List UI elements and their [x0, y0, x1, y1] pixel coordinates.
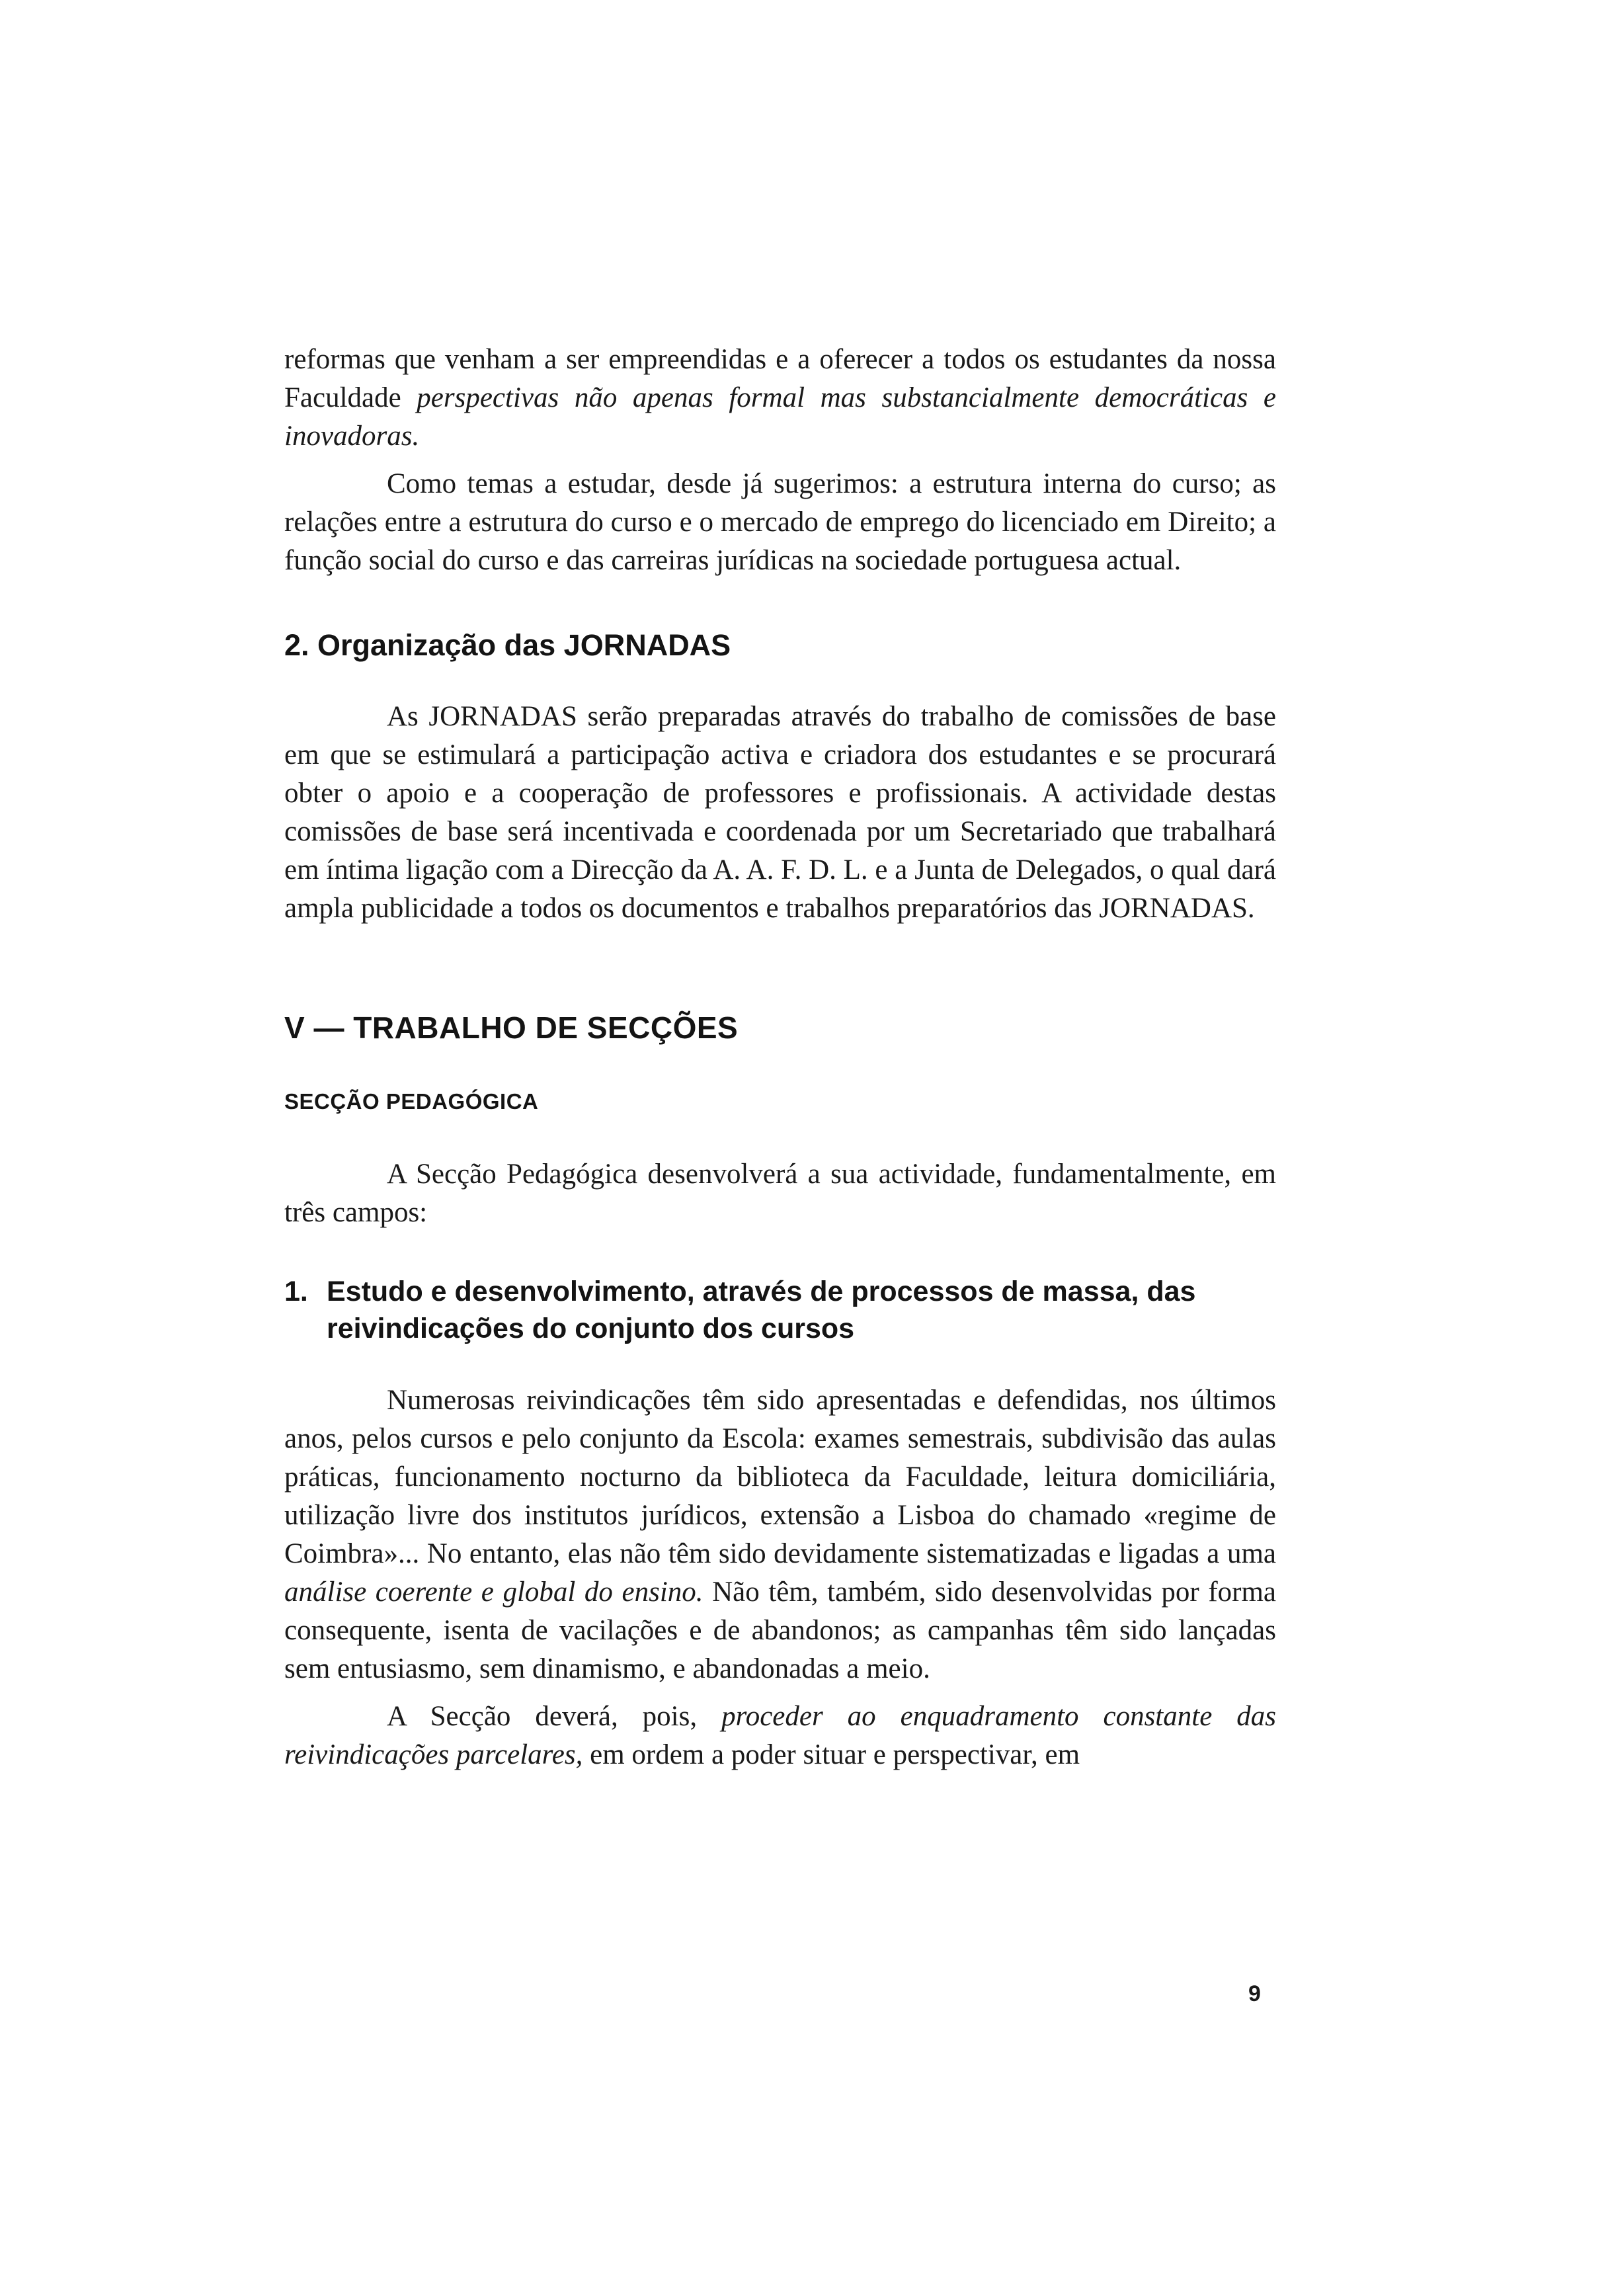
page-number: 9 — [1248, 1981, 1261, 2006]
paragraph-enquadramento — [284, 1698, 1276, 1774]
paragraph-seccao-pedagogica: A Secção Pedagógica desenvolverá a sua actividade, fundamentalmente, em três campos: — [284, 1159, 1276, 1228]
document-page — [284, 341, 1276, 1774]
paragraph-reivindicacoes — [284, 1381, 1276, 1688]
heading-seccao-pedagogica: SECÇÃO PEDAGÓGICA — [284, 1089, 539, 1114]
paragraph-temas: Como temas a estudar, desde já sugerimos: a estrutura interna do curso; as relações entre a estrutura do curso e o mercado de emprego do licenciado em Direito; a função social do curso e das carreiras jurídicas na sociedade portuguesa actual. — [284, 468, 1276, 576]
heading-estudo-desenvolvimento — [284, 1273, 1276, 1347]
heading-organizacao-jornadas: 2. Organização das JORNADAS — [284, 628, 731, 662]
heading-number: 1. — [284, 1276, 308, 1307]
paragraph-italic: perspectivas não apenas formal mas substancialmente democráticas e inovadoras. — [284, 382, 1276, 452]
paragraph-italic: análise coerente e global do ensino. — [284, 1577, 704, 1608]
paragraph-text-continued: Não têm, também, sido desenvolvidas por forma consequente, isenta de vacilações e de abandonos; as campanhas têm sido lançadas sem entusiasmo, sem dinamismo, e abandonadas a meio. — [284, 1577, 1276, 1684]
paragraph-italic: proceder ao enquadramento constante das reivindicações parcelares, — [284, 1701, 1276, 1770]
heading-trabalho-seccoes: V — TRABALHO DE SECÇÕES — [284, 1010, 739, 1045]
paragraph-text: Numerosas reivindicações têm sido apresentadas e defendidas, nos últimos anos, pelos cursos e pelo conjunto da Escola: exames semestrais, subdivisão das aulas práticas, funcionamento nocturno da biblioteca da Faculdade, leitura domiciliária, utilização livre dos institutos jurídicos, extensão a Lisboa do chamado «regime de Coimbra»... No entanto, elas não têm sido devidamente sistematizadas e ligadas a uma — [284, 1385, 1276, 1569]
paragraph-text-continued: em ordem a poder situar e perspectivar, em — [583, 1739, 1080, 1770]
heading-text: Estudo e desenvolvimento, através de processos de massa, das reivindicações do conjunto dos cursos — [327, 1276, 1196, 1344]
paragraph-jornadas: As JORNADAS serão preparadas através do trabalho de comissões de base em que se estimulará a participação activa e criadora dos estudantes e se procurará obter o apoio e a cooperação de professores e profissionais. A actividade destas comissões de base será incentivada e coordenada por um Secretariado que trabalhará em íntima ligação com a Direcção da A. A. F. D. L. e a Junta de Delegados, o qual dará ampla publicidade a todos os documentos e trabalhos preparatórios das JORNADAS. — [284, 701, 1276, 924]
paragraph-reformas — [284, 341, 1276, 456]
paragraph-text: A Secção deverá, pois, — [387, 1701, 722, 1732]
paragraph-text: reformas que venham a ser empreendidas e a oferecer a todos os estudantes da nossa Faculdade — [284, 344, 1276, 413]
